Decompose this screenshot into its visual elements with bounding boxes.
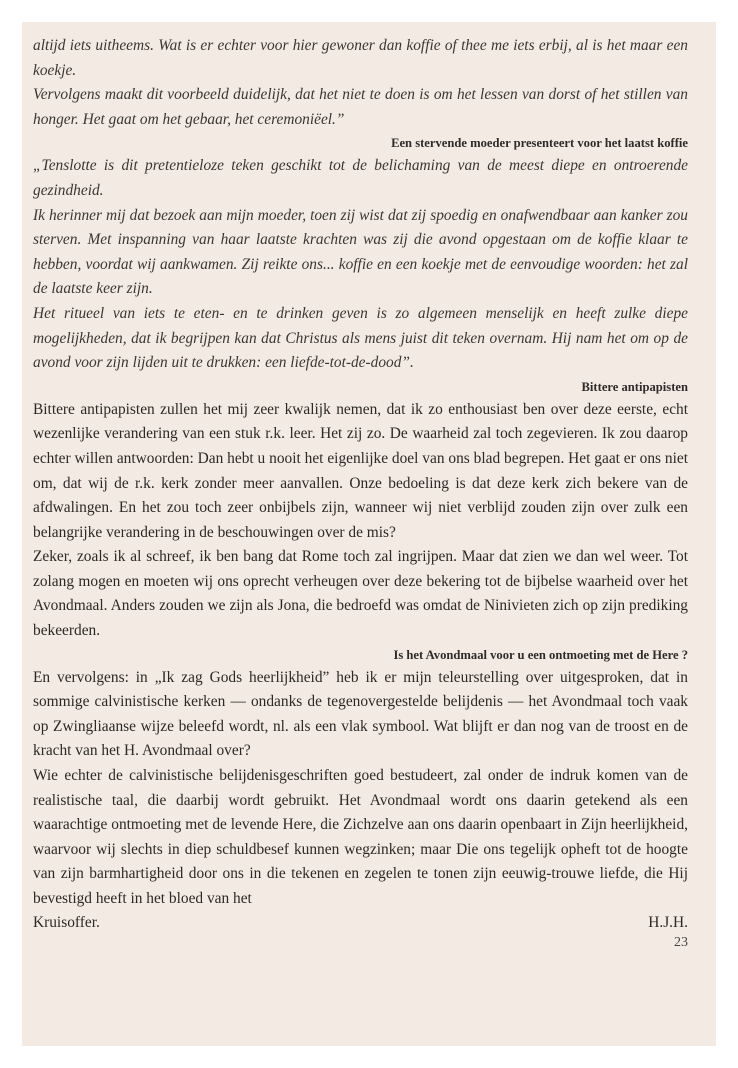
paragraph-antipapists-1: Bittere antipapisten zullen het mij zeer kwalijk nemen, dat ik zo enthousiast ben over deze eerste, echt wezenlijke verandering van een stuk r.k. leer. Het zij zo. De waarheid zal toch zegevieren. Ik zou daarop echter willen antwoorden: Dan hebt u nooit het eigenlijke doel van ons blad begrepen. Het gaat er ons niet om, dat wij de r.k. kerk zonder meer aanvallen. Onze bedoeling is dat deze kerk zich bekere van de afdwalingen. En het zou toch zeer onbijbels zijn, wanneer wij niet verblijd zouden zijn over zulk een belangrijke verandering in de beschouwingen over de mis? (33, 400, 688, 541)
author-signature: H.J.H. (648, 913, 688, 931)
closing-line (33, 912, 688, 934)
section-heading-lords-supper: Is het Avondmaal voor u een ontmoeting met de Here ? (393, 647, 688, 662)
section-heading-antipapists: Bittere antipapisten (581, 379, 688, 394)
paragraph-lords-supper-1: En vervolgens: in „Ik zag Gods heerlijkheid” heb ik er mijn teleurstelling over uitgesproken, dat in sommige calvinistische kerken — ondanks de tegenovergestelde belijdenis — het Avondmaal toch vaak op Zwingliaanse wijze beleefd wordt, nl. als een vlak symbool. Wat blijft er dan nog van de troost en de kracht van het H. Avondmaal over? (33, 668, 688, 760)
section-heading-dying-mother: Een stervende moeder presenteert voor het laatst koffie (391, 136, 688, 151)
paragraph-intro-1: altijd iets uitheems. Wat is er echter voor hier gewoner dan koffie of thee me iets erbij, al is het maar een koekje. (33, 37, 688, 79)
document-page (22, 22, 716, 1046)
paragraph-intro-2: Vervolgens maakt dit voorbeeld duidelijk, dat het niet te doen is om het lessen van dorst of het stillen van honger. Het gaat om het gebaar, het ceremoniëel.” (33, 86, 688, 128)
paragraph-quote-2: Ik herinner mij dat bezoek aan mijn moeder, toen zij wist dat zij spoedig en onafwendbaar aan kanker zou sterven. Met inspanning van haar laatste krachten was zij die avond opgestaan om de koffie klaar te hebben, voordat wij aankwamen. Zij reikte ons... koffie en een koekje met de eenvoudige woorden: het zal de laatste keer zijn. (33, 206, 688, 298)
paragraph-quote-1: „Tenslotte is dit pretentieloze teken geschikt tot de belichaming van de meest diepe en ontroerende gezindheid. (33, 157, 688, 199)
paragraph-quote-3: Het ritueel van iets te eten- en te drinken geven is zo algemeen menselijk en heeft zulke diepe mogelijkheden, dat ik begrijpen kan dat Christus als mens juist dit teken overnam. Hij nam het om op de avond voor zijn lijden uit te drukken: een liefde-tot-de-dood”. (33, 304, 688, 372)
paragraph-lords-supper-2: Wie echter de calvinistische belijdenisgeschriften goed bestudeert, zal onder de indruk komen van de realistische taal, die daarbij wordt gebruikt. Het Avondmaal wordt ons daarin getekend als een waarachtige ontmoeting met de levende Here, die Zichzelve aan ons daarin openbaart in Zijn heerlijkheid, waarvoor wij slechts in diep schuldbesef kunnen wegzinken; maar Die ons tegelijk opheft tot de hoogte van zijn barmhartigheid door ons in die tekenen en zegelen te tonen zijn eeuwig-trouwe liefde, die Hij bevestigd heeft in het bloed van het (33, 767, 688, 907)
paragraph-antipapists-2: Zeker, zoals ik al schreef, ik ben bang dat Rome toch zal ingrijpen. Maar dat zien we dan wel weer. Tot zolang mogen en moeten wij ons oprecht verheugen over deze bekering tot de bijbelse waarheid over het Avondmaal. Anders zouden we zijn als Jona, die bedroefd was omdat de Ninivieten zich op zijn prediking bekeerden. (33, 548, 688, 640)
page-number: 23 (674, 934, 688, 950)
closing-text: Kruisoffer. (33, 913, 100, 931)
